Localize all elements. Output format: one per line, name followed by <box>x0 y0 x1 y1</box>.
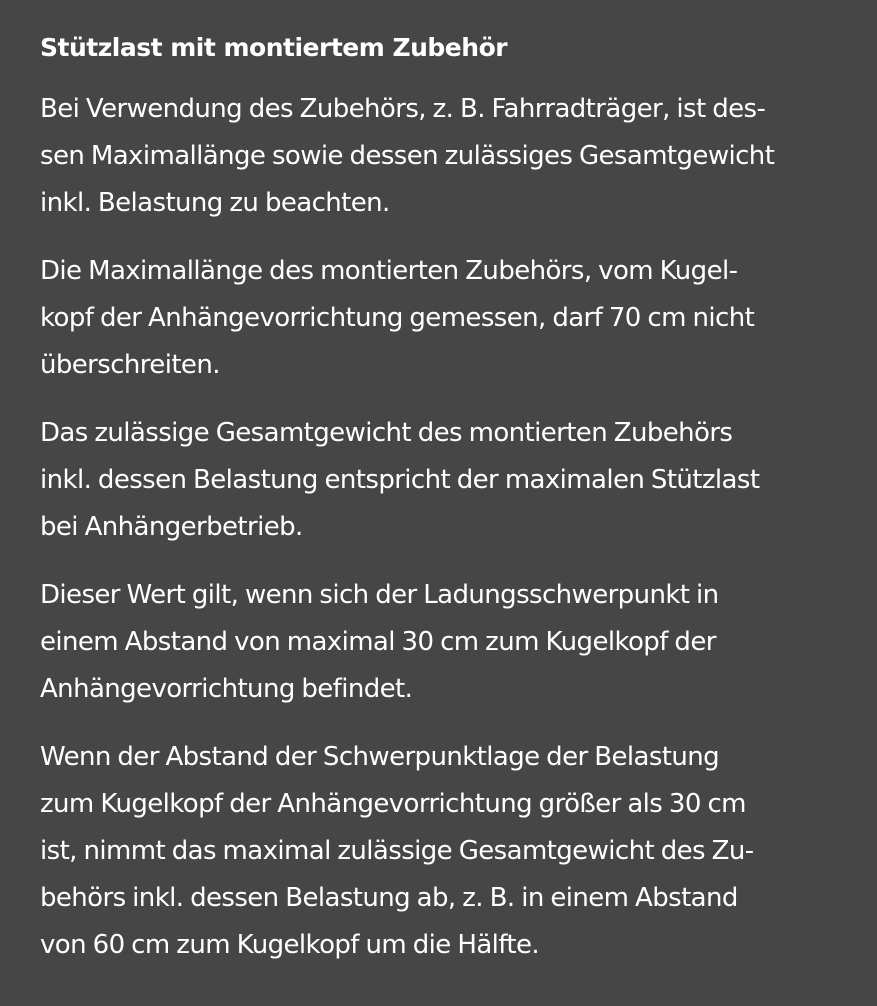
text-line: kopf der Anhängevorrichtung gemessen, darf 70 cm nicht <box>40 303 755 333</box>
paragraph-distance-reduction <box>40 734 837 969</box>
text-line: zum Kugelkopf der Anhängevorrichtung größer als 30 cm <box>40 789 746 819</box>
text-line: überschreiten. <box>40 350 220 380</box>
text-line: bei Anhängerbetrieb. <box>40 512 303 542</box>
text-line: inkl. Belastung zu beachten. <box>40 188 390 218</box>
text-line: Das zulässige Gesamtgewicht des montierten Zubehörs <box>40 418 733 448</box>
text-line: von 60 cm zum Kugelkopf um die Hälfte. <box>40 930 540 960</box>
text-line: inkl. dessen Belastung entspricht der maximalen Stützlast <box>40 465 760 495</box>
text-line: sen Maximallänge sowie dessen zulässiges Gesamtgewicht <box>40 141 775 171</box>
text-line: Die Maximallänge des montierten Zubehörs, vom Kugel- <box>40 256 738 286</box>
paragraph-accessory-usage <box>40 86 837 227</box>
text-line: Wenn der Abstand der Schwerpunktlage der Belastung <box>40 742 720 772</box>
paragraph-total-weight <box>40 410 837 551</box>
text-line: Anhängevorrichtung befindet. <box>40 674 413 704</box>
paragraph-max-length <box>40 248 837 389</box>
text-line: Bei Verwendung des Zubehörs, z. B. Fahrradträger, ist des- <box>40 94 766 124</box>
text-line: ist, nimmt das maximal zulässige Gesamtgewicht des Zu- <box>40 836 754 866</box>
text-line: Dieser Wert gilt, wenn sich der Ladungsschwerpunkt in <box>40 580 719 610</box>
text-line: behörs inkl. dessen Belastung ab, z. B. in einem Abstand <box>40 883 738 913</box>
text-line: einem Abstand von maximal 30 cm zum Kugelkopf der <box>40 627 716 657</box>
section-heading: Stützlast mit montiertem Zubehör <box>40 33 508 62</box>
paragraph-center-of-gravity <box>40 572 837 713</box>
